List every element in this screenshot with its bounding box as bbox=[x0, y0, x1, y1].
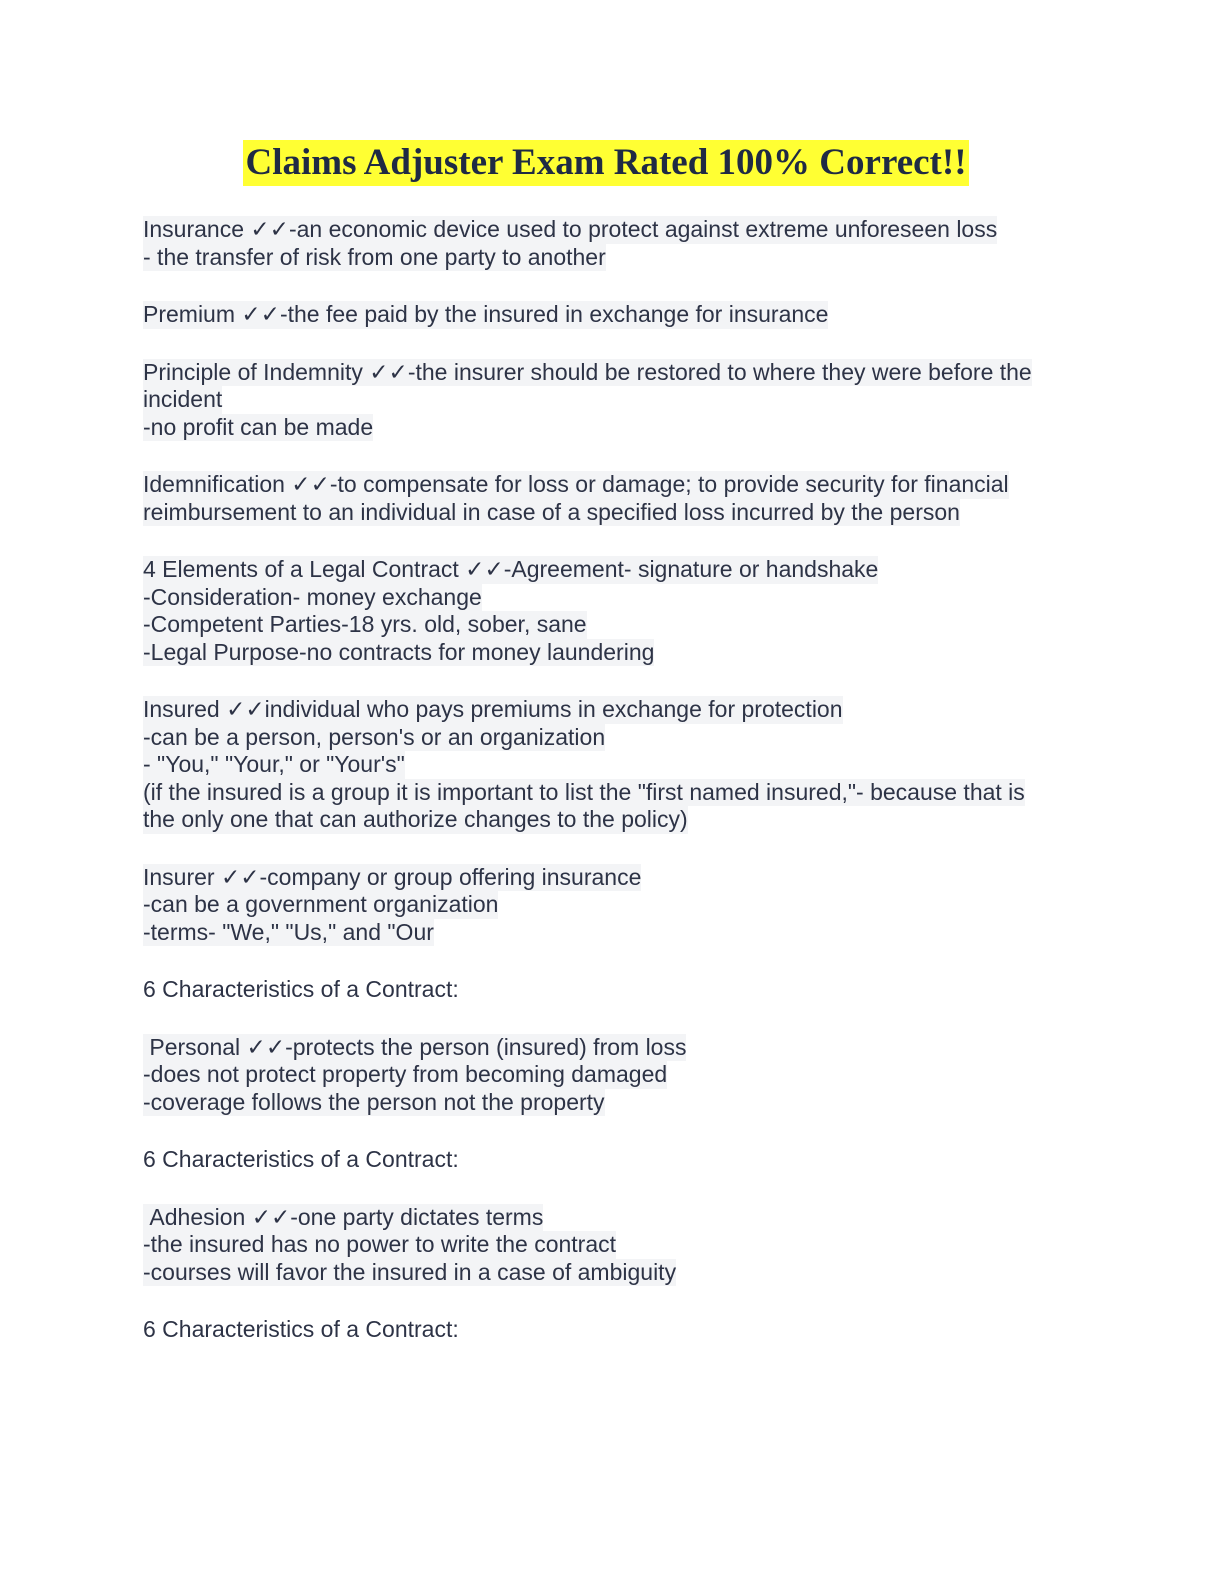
flashcard-line: -can be a person, person's or an organization bbox=[143, 723, 606, 750]
flashcard-legal-contract-elements bbox=[143, 556, 1073, 666]
section-heading bbox=[143, 1146, 1073, 1174]
flashcard-line: -can be a government organization bbox=[143, 891, 499, 917]
flashcard-line: Idemnification ✓✓-to compensate for loss or damage; to provide security for financial bbox=[143, 471, 1009, 497]
flashcard-line: Insurer ✓✓-company or group offering insurance bbox=[143, 863, 642, 890]
flashcard-insured bbox=[143, 696, 1073, 834]
flashcard-line: Principle of Indemnity ✓✓-the insurer should be restored to where they were before the bbox=[143, 358, 1032, 385]
flashcard-line: reimbursement to an individual in case of a specified loss incurred by the person bbox=[143, 498, 960, 525]
flashcard-list bbox=[143, 216, 1073, 1374]
flashcard-line: -does not protect property from becoming damaged bbox=[143, 1061, 668, 1087]
flashcard-line: - "You," "Your," or "Your's" bbox=[143, 751, 405, 777]
flashcard-line: -terms- "We," "Us," and "Our bbox=[143, 918, 434, 945]
flashcard-line: -courses will favor the insured in a case of ambiguity bbox=[143, 1258, 677, 1285]
flashcard-line: -no profit can be made bbox=[143, 413, 374, 440]
flashcard-line: Insurance ✓✓-an economic device used to protect against extreme unforeseen loss bbox=[143, 216, 998, 242]
flashcard-line: incident bbox=[143, 386, 223, 412]
flashcard-insurer bbox=[143, 864, 1073, 947]
flashcard-line: -the insured has no power to write the contract bbox=[143, 1231, 617, 1257]
flashcard-line: Personal ✓✓-protects the person (insured) from loss bbox=[143, 1033, 687, 1060]
section-heading-text: 6 Characteristics of a Contract: bbox=[143, 1316, 459, 1342]
flashcard-line: -coverage follows the person not the property bbox=[143, 1088, 605, 1115]
flashcard-line: - the transfer of risk from one party to another bbox=[143, 243, 606, 270]
flashcard-premium bbox=[143, 301, 1073, 329]
flashcard-line: -Consideration- money exchange bbox=[143, 583, 482, 610]
title-container bbox=[0, 140, 1212, 186]
flashcard-line: -Competent Parties-18 yrs. old, sober, sane bbox=[143, 611, 587, 637]
flashcard-idemnification bbox=[143, 471, 1073, 526]
section-heading-text: 6 Characteristics of a Contract: bbox=[143, 976, 459, 1002]
flashcard-line: the only one that can authorize changes to the policy) bbox=[143, 806, 688, 832]
flashcard-line: Insured ✓✓individual who pays premiums in exchange for protection bbox=[143, 696, 843, 722]
flashcard-principle-of-indemnity bbox=[143, 359, 1073, 442]
flashcard-adhesion bbox=[143, 1204, 1073, 1287]
flashcard-insurance bbox=[143, 216, 1073, 271]
flashcard-personal bbox=[143, 1034, 1073, 1117]
flashcard-line: -Legal Purpose-no contracts for money laundering bbox=[143, 638, 655, 665]
flashcard-line: 4 Elements of a Legal Contract ✓✓-Agreement- signature or handshake bbox=[143, 556, 879, 582]
flashcard-line: (if the insured is a group it is important to list the "first named insured,"- because that is bbox=[143, 778, 1025, 805]
section-heading bbox=[143, 1316, 1073, 1344]
section-heading-text: 6 Characteristics of a Contract: bbox=[143, 1146, 459, 1172]
page-title: Claims Adjuster Exam Rated 100% Correct!! bbox=[243, 140, 968, 186]
section-heading bbox=[143, 976, 1073, 1004]
flashcard-line: Premium ✓✓-the fee paid by the insured in exchange for insurance bbox=[143, 301, 829, 327]
flashcard-line: Adhesion ✓✓-one party dictates terms bbox=[143, 1203, 544, 1230]
